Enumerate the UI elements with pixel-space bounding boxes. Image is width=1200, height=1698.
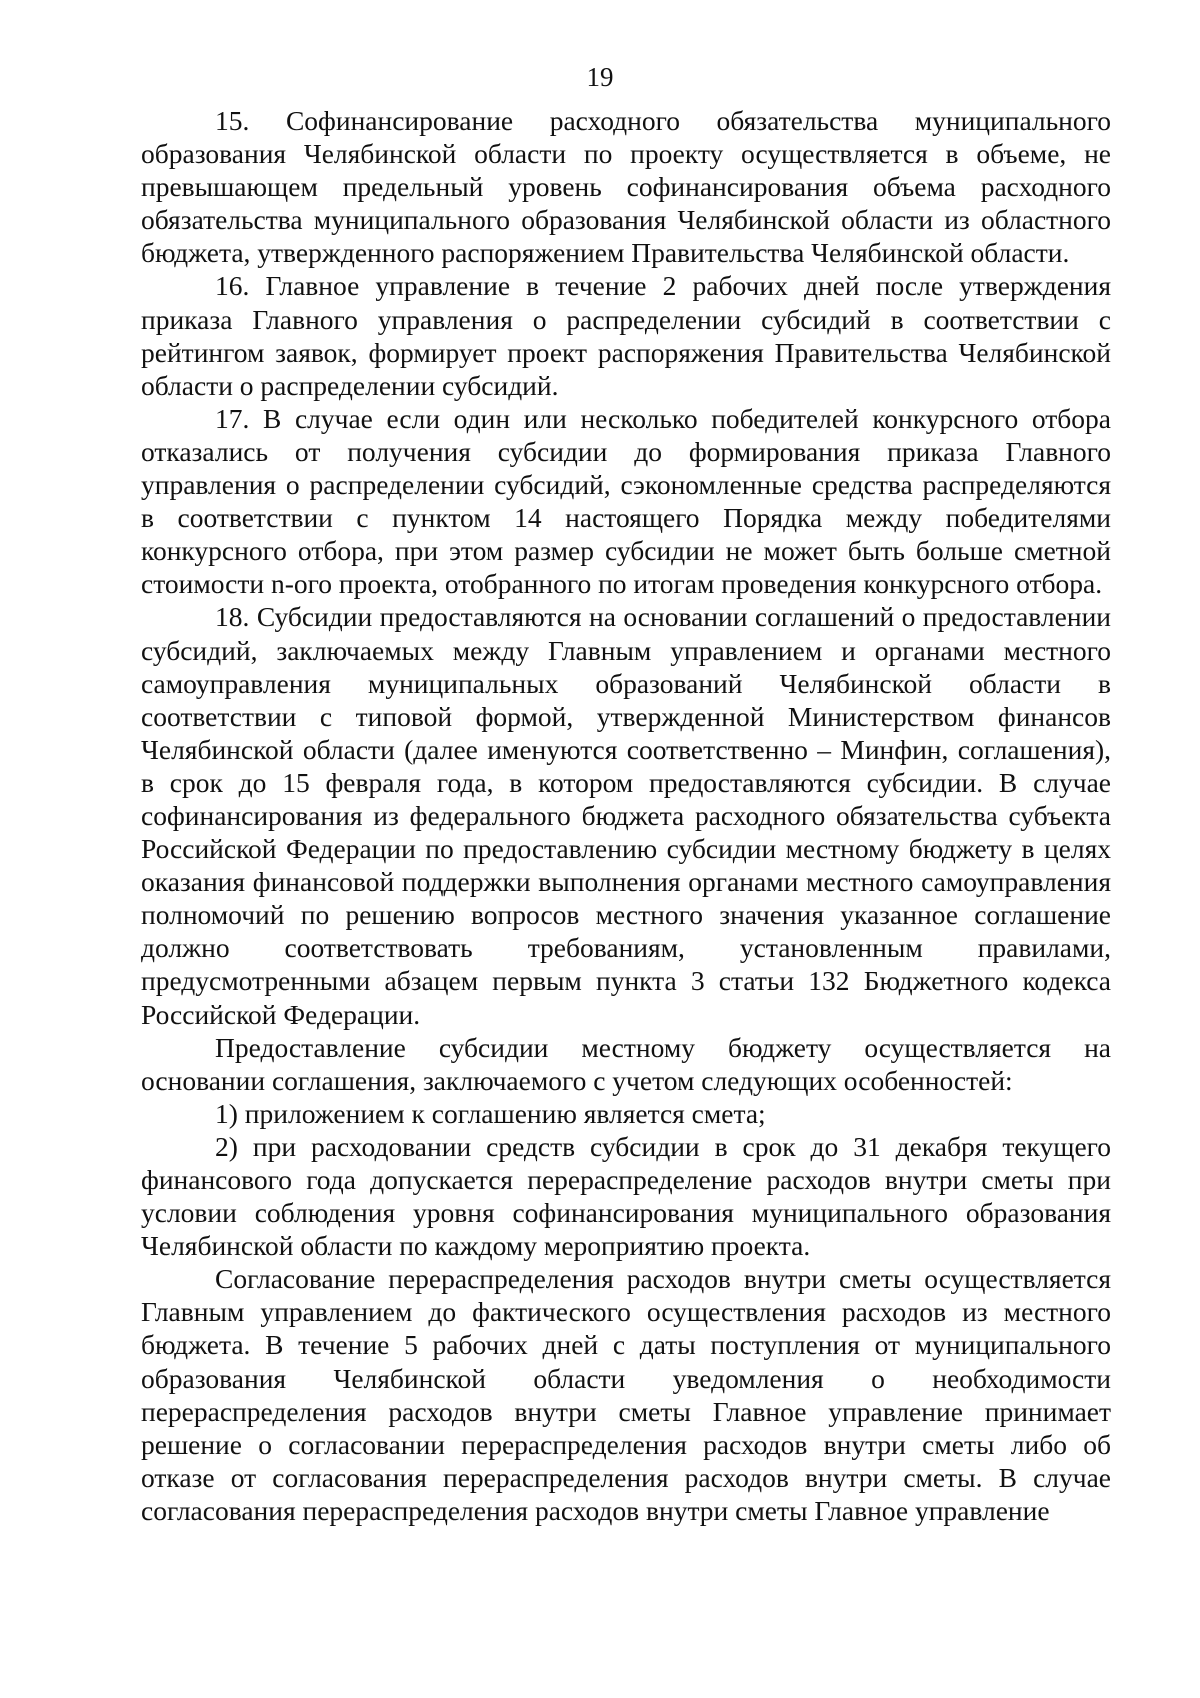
paragraph-15: 15. Софинансирование расходного обязательства муниципального образования Челябинской области по проекту осуществляется в объеме, не превышающем предельный уровень софинансирования объема расходного обязательства муниципального образования Челябинской области из областного бюджета, утвержденного распоряжением Правительства Челябинской области. [141, 105, 1111, 269]
list-item-1: 1) приложением к соглашению является смета; [215, 1097, 766, 1129]
document-body [141, 104, 1111, 1527]
paragraph-18: 18. Субсидии предоставляются на основании соглашений о предоставлении субсидий, заключаемых между Главным управлением и органами местного самоуправления муниципальных образований Челябинской области в соответствии с типовой формой, утвержденной Министерством финансов Челябинской области (далее именуются соответственно – Минфин, соглашения), в срок до 15 февраля года, в котором предоставляются субсидии. В случае софинансирования из федерального бюджета расходного обязательства субъекта Российской Федерации по предоставлению субсидии местному бюджету в целях оказания финансовой поддержки выполнения органами местного самоуправления полномочий по решению вопросов местного значения указанное соглашение должно соответствовать требованиям, установленным правилами, предусмотренными абзацем первым пункта 3 статьи 132 Бюджетного кодекса Российской Федерации. [141, 601, 1111, 1030]
paragraph-reallocation-approval: Согласование перераспределения расходов внутри сметы осуществляется Главным управлением до фактического осуществления расходов из местного бюджета. В течение 5 рабочих дней с даты поступления от муниципального образования Челябинской области уведомления о необходимости перераспределения расходов внутри сметы Главное управление принимает решение о согласовании перераспределения расходов внутри сметы либо об отказе от согласования перераспределения расходов внутри сметы. В случае согласования перераспределения расходов внутри сметы Главное управление [141, 1263, 1111, 1526]
page-number: 19 [586, 62, 614, 92]
paragraph-17: 17. В случае если один или несколько победителей конкурсного отбора отказались от получения субсидии до формирования приказа Главного управления о распределении субсидий, сэкономленные средства распределяются в соответствии с пунктом 14 настоящего Порядка между победителями конкурсного отбора, при этом размер субсидии не может быть больше сметной стоимости n-ого проекта, отобранного по итогам проведения конкурсного отбора. [141, 402, 1111, 600]
paragraph-16: 16. Главное управление в течение 2 рабочих дней после утверждения приказа Главного управления о распределении субсидий в соответствии с рейтингом заявок, формирует проект распоряжения Правительства Челябинской области о распределении субсидий. [141, 270, 1111, 401]
paragraph-subsidy-provision: Предоставление субсидии местному бюджету осуществляется на основании соглашения, заключаемого с учетом следующих особенностей: [141, 1031, 1111, 1096]
list-item-2: 2) при расходовании средств субсидии в срок до 31 декабря текущего финансового года допускается перераспределение расходов внутри сметы при условии соблюдения уровня софинансирования муниципального образования Челябинской области по каждому мероприятию проекта. [141, 1130, 1111, 1262]
